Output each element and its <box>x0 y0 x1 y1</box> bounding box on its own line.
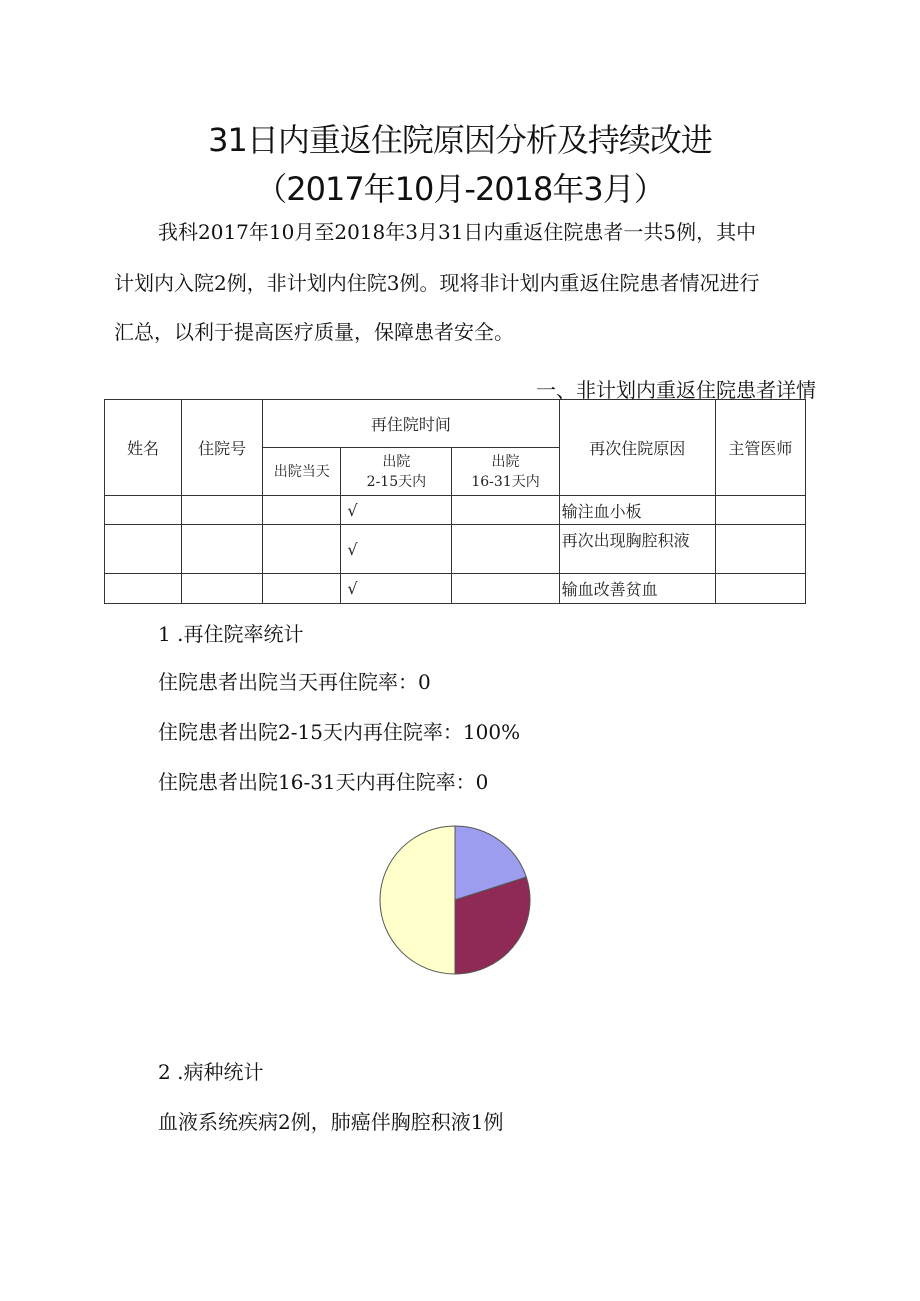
disease-heading: 2 .病种统计 <box>158 1060 264 1084</box>
pie-slice-2 <box>380 826 455 974</box>
header-2-15-days <box>341 448 452 496</box>
header-readmit-time: 再住院时间 <box>263 400 559 448</box>
header-16-31-line2: 16-31天内 <box>471 473 540 490</box>
stats-2-15-days: 住院患者出院2-15天内再住院率：100% <box>158 720 521 744</box>
header-doctor: 主管医师 <box>715 400 805 496</box>
readmission-pie-chart <box>378 824 532 976</box>
cell-2-15-days: √ <box>341 496 452 525</box>
table-row <box>105 525 806 574</box>
stats-16-31-days: 住院患者出院16-31天内再住院率：0 <box>158 770 489 794</box>
header-16-31-line1: 出院 <box>491 453 520 470</box>
cell-reason: 输注血小板 <box>559 496 715 525</box>
header-admission-no: 住院号 <box>182 400 263 496</box>
cell-name <box>105 496 182 525</box>
document-title-line1: 31日内重返住院原因分析及持续改进 <box>208 121 712 159</box>
cell-doctor <box>715 574 805 604</box>
header-name: 姓名 <box>105 400 182 496</box>
document-title-line2: （2017年10月-2018年3月） <box>255 170 665 208</box>
cell-name <box>105 574 182 604</box>
cell-admission-no <box>182 496 263 525</box>
stats-heading: 1 .再住院率统计 <box>158 622 304 646</box>
header-same-day: 出院当天 <box>263 448 341 496</box>
cell-16-31-days <box>452 496 559 525</box>
header-16-31-days <box>452 448 559 496</box>
header-2-15-line1: 出院 <box>382 453 411 470</box>
cell-2-15-days: √ <box>341 525 452 574</box>
cell-same-day <box>263 525 341 574</box>
header-2-15-line2: 2-15天内 <box>366 473 427 490</box>
header-reason: 再次住院原因 <box>559 400 715 496</box>
section-heading-details: 一、非计划内重返住院患者详情 <box>536 378 816 402</box>
cell-admission-no <box>182 574 263 604</box>
intro-line1: 我科2017年10月至2018年3月31日内重返住院患者一共5例，其中 <box>158 220 757 244</box>
disease-text: 血液系统疾病2例，肺癌伴胸腔积液1例 <box>158 1110 504 1134</box>
cell-doctor <box>715 496 805 525</box>
cell-same-day <box>263 496 341 525</box>
cell-doctor <box>715 525 805 574</box>
cell-same-day <box>263 574 341 604</box>
cell-admission-no <box>182 525 263 574</box>
cell-name <box>105 525 182 574</box>
stats-same-day: 住院患者出院当天再住院率：0 <box>158 670 431 694</box>
readmission-table <box>104 399 806 604</box>
table-row <box>105 574 806 604</box>
cell-2-15-days: √ <box>341 574 452 604</box>
table-row <box>105 496 806 525</box>
intro-line2: 计划内入院2例，非计划内住院3例。现将非计划内重返住院患者情况进行 <box>114 271 760 295</box>
cell-reason: 输血改善贫血 <box>559 574 715 604</box>
cell-16-31-days <box>452 525 559 574</box>
cell-reason: 再次出现胸腔积液 <box>559 525 715 574</box>
cell-16-31-days <box>452 574 559 604</box>
intro-line3: 汇总，以利于提高医疗质量，保障患者安全。 <box>114 320 514 344</box>
